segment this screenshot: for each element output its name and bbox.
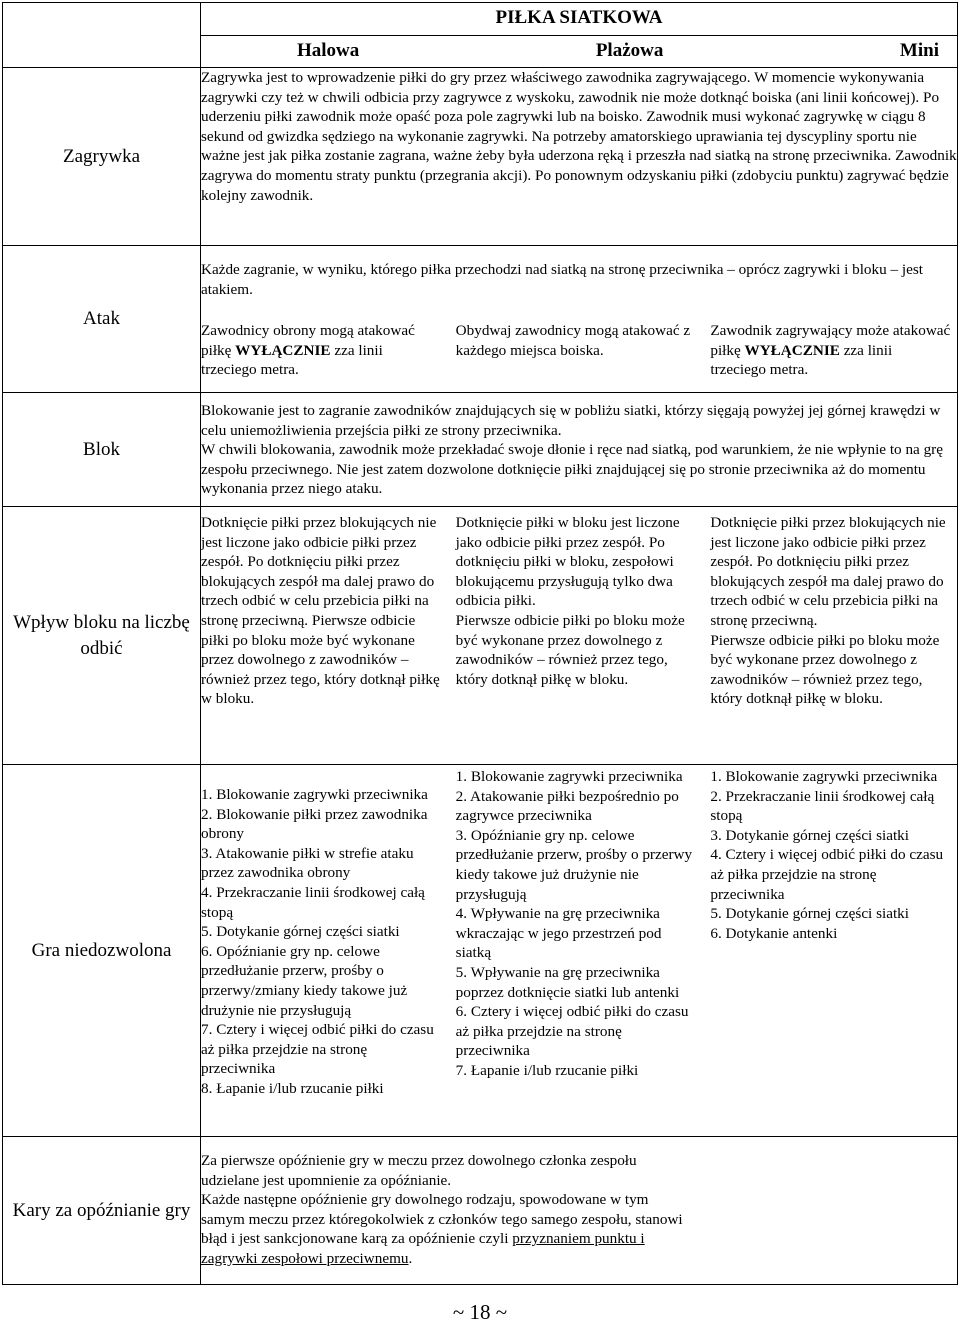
page-number: ~ 18 ~ xyxy=(452,1300,508,1324)
zagrywka-text xyxy=(201,68,958,246)
atak-halowa-bold: WYŁĄCZNIE xyxy=(235,341,331,359)
col-halowa: Halowa xyxy=(297,40,360,61)
atak-halowa-text-end: zza linii trzeciego metra. xyxy=(201,341,383,379)
zagrywka-paragraph: Zagrywka jest to wprowadzenie piłki do gry przez właściwego zawodnika zagrywającego. W momencie wykonywania zagrywki czy też w chwili odbicia przy zagrywce z wyskoku, zawodnik nie może dotknąć boiska (ani linii końcowej). Po uderzeniu piłki zawodnik może opaść poza pole zagrywki lub na boisko. Zawodnik musi wykonać zagrywkę w ciągu 8 sekund od gwizdka sędziego na wykonanie zagrywki. Na potrzeby amatorskiego uprawiania tej dyscypliny sportu nie ważne jest jak piłka zostanie zagrana, ważne żeby była uderzona ręką i przeszła nad siatką na stronę przeciwnika. Zawodnik zagrywa do momentu straty punktu (przegrania akcji). Po ponownym odzyskaniu piłki (zdobyciu punktu) zagrywać będzie kolejny zawodnik. xyxy=(201,69,957,204)
atak-halowa xyxy=(201,321,448,380)
atak-mini-bold: WYŁĄCZNIE xyxy=(744,341,840,359)
blok-paragraph-1: Blokowanie jest to zagranie zawodników znajdujących się w pobliżu siatki, którzy sięgają powyżej jej górnej krawędzi w celu uniemożliwienia przejścia piłki ze strony przeciwnika. xyxy=(201,402,941,439)
list-item: 7. Cztery i więcej odbić piłki do czasu aż piłka przejdzie na stronę przeciwnika xyxy=(201,1021,434,1078)
wplyw-plazowa-1: Dotknięcie piłki w bloku jest liczone jako odbicie piłki przez zespół. Po dotknięciu piłki w bloku, zespołowi blokującemu przysługują tylko dwa odbicia piłki. xyxy=(455,514,680,610)
row-label-gra: Gra niedozwolona xyxy=(3,765,201,1137)
gra-halowa-list xyxy=(201,767,448,1099)
row-label-blok: Blok xyxy=(3,393,201,507)
gra-mini-list xyxy=(702,767,957,1099)
kary-cell xyxy=(201,1137,958,1285)
kary-paragraph-2-text: Każde następne opóźnienie gry dowolnego rodzaju, spowodowane w tym samym meczu przez któregokolwiek z członków tego samego zespołu, stanowi błąd i jest sankcjonowane karą za opóźnienie czyli xyxy=(201,1191,683,1248)
atak-halowa-text: Zawodnicy obrony mogą atakować piłkę xyxy=(201,322,415,359)
blok-paragraph-2: W chwili blokowania, zawodnik może przekładać swoje dłonie i ręce nad siatką, pod warunkiem, że nie wpłynie to na grę zespołu przeciwnego. Nie jest zatem dozwolone dotknięcie piłki znajdującej się po stronie przeciwnika aż do momentu wykonania przez niego ataku. xyxy=(201,441,943,498)
kary-paragraph-2 xyxy=(201,1190,691,1268)
list-item: 4. Cztery i więcej odbić piłki do czasu aż piłka przejdzie na stronę przeciwnika xyxy=(710,846,944,903)
wplyw-mini xyxy=(702,513,957,709)
wplyw-mini-1: Dotknięcie piłki przez blokujących nie jest liczone jako odbicie piłki przez zespół. Po dotknięciu piłki przez blokujących zespół ma dalej prawo do trzech odbić w celu przebicia piłki na stronę przeciwną. xyxy=(710,514,946,629)
gra-plazowa-list xyxy=(448,767,703,1099)
list-item: 2. Atakowanie piłki bezpośrednio po zagrywce przeciwnika xyxy=(455,787,679,825)
row-label-wplyw: Wpływ bloku na liczbę odbić xyxy=(3,507,201,765)
column-headers xyxy=(201,36,958,68)
list-item: 3. Dotykanie górnej części siatki xyxy=(710,826,909,844)
col-plazowa: Plażowa xyxy=(595,40,664,61)
atak-plazowa: Obydwaj zawodnicy mogą atakować z każdego miejsca boiska. xyxy=(455,322,691,359)
gra-cell xyxy=(201,765,958,1137)
table-title: PIŁKA SIATKOWA xyxy=(201,3,958,36)
list-item: 3. Atakowanie piłki w strefie ataku przez zawodnika obrony xyxy=(201,844,414,882)
atak-mini xyxy=(702,321,957,380)
list-item: 4. Przekraczanie linii środkowej całą stopą xyxy=(201,883,425,921)
wplyw-columns xyxy=(201,513,957,709)
list-item: 6. Dotykanie antenki xyxy=(710,924,838,942)
list-item: 5. Dotykanie górnej części siatki xyxy=(201,923,400,941)
atak-columns xyxy=(201,321,957,380)
list-item: 2. Blokowanie piłki przez zawodnika obrony xyxy=(201,805,428,843)
gra-columns xyxy=(201,767,957,1099)
list-item: 1. Blokowanie zagrywki przeciwnika xyxy=(201,786,428,803)
list-item: 5. Wpływanie na grę przeciwnika poprzez dotknięcie siatki lub antenki xyxy=(455,963,680,1001)
atak-intro: Każde zagranie, w wyniku, którego piłka przechodzi nad siatką na stronę przeciwnika – oprócz zagrywki i bloku – jest atakiem. xyxy=(201,261,923,298)
list-item: 6. Cztery i więcej odbić piłki do czasu aż piłka przejdzie na stronę przeciwnika xyxy=(455,1003,689,1060)
list-item: 8. Łapanie i/lub rzucanie piłki xyxy=(201,1079,384,1097)
list-item: 3. Opóźnianie gry np. celowe przedłużanie przerw, prośby o przerwy kiedy takowe już drużynie nie przysługują xyxy=(455,826,693,903)
atak-mini-text-end: zza linii trzeciego metra. xyxy=(710,341,893,379)
wplyw-mini-2: Pierwsze odbicie piłki po bloku może być wykonane przez dowolnego z zawodników – również przez tego, który dotknął piłkę w bloku. xyxy=(710,631,940,708)
list-item: 5. Dotykanie górnej części siatki xyxy=(710,905,909,923)
list-item: 1. Blokowanie zagrywki przeciwnika xyxy=(710,768,938,785)
rules-table xyxy=(2,2,958,1285)
kary-paragraph-1: Za pierwsze opóźnienie gry w meczu przez dowolnego członka zespołu udzielane jest upomnienie za opóźnianie. xyxy=(201,1152,637,1189)
kary-text xyxy=(201,1151,691,1269)
list-item: 4. Wpływanie na grę przeciwnika wkraczając w jego przestrzeń pod siatką xyxy=(455,905,662,962)
list-item: 1. Blokowanie zagrywki przeciwnika xyxy=(455,768,683,785)
list-item: 2. Przekraczanie linii środkowej całą stopą xyxy=(710,787,935,825)
blok-text xyxy=(201,393,958,507)
row-label-zagrywka: Zagrywka xyxy=(3,68,201,246)
atak-mini-text: Zawodnik zagrywający może atakować piłkę xyxy=(710,322,951,359)
row-label-atak: Atak xyxy=(3,246,201,393)
wplyw-halowa: Dotknięcie piłki przez blokujących nie jest liczone jako odbicie piłki przez zespół. Po dotknięciu piłki przez blokujących zespół ma dalej prawo do trzech odbić w celu przebicia piłki na stronę przeciwną. Pierwsze odbicie piłki po bloku może być wykonane przez dowolnego z zawodników – również przez tego, który dotknął piłkę w bloku. xyxy=(201,514,440,708)
atak-cell xyxy=(201,246,958,393)
list-item: 6. Opóźnianie gry np. celowe przedłużanie przerw, prośby o przerwy/zmiany kiedy takowe już drużynie nie przysługują xyxy=(201,942,408,1019)
wplyw-plazowa xyxy=(448,513,703,709)
row-label-kary: Kary za opóźnianie gry xyxy=(3,1137,201,1285)
wplyw-cell xyxy=(201,507,958,765)
corner-cell xyxy=(3,3,201,68)
list-item: 7. Łapanie i/lub rzucanie piłki xyxy=(455,1061,639,1079)
kary-underlined: przyznaniem punktu i zagrywki zespołowi przeciwnemu xyxy=(201,1230,645,1267)
kary-end: . xyxy=(408,1249,413,1267)
wplyw-plazowa-2: Pierwsze odbicie piłki po bloku może być wykonane przez dowolnego z zawodników – również przez tego, który dotknął piłkę w bloku. xyxy=(455,611,685,688)
col-mini: Mini xyxy=(899,40,939,61)
